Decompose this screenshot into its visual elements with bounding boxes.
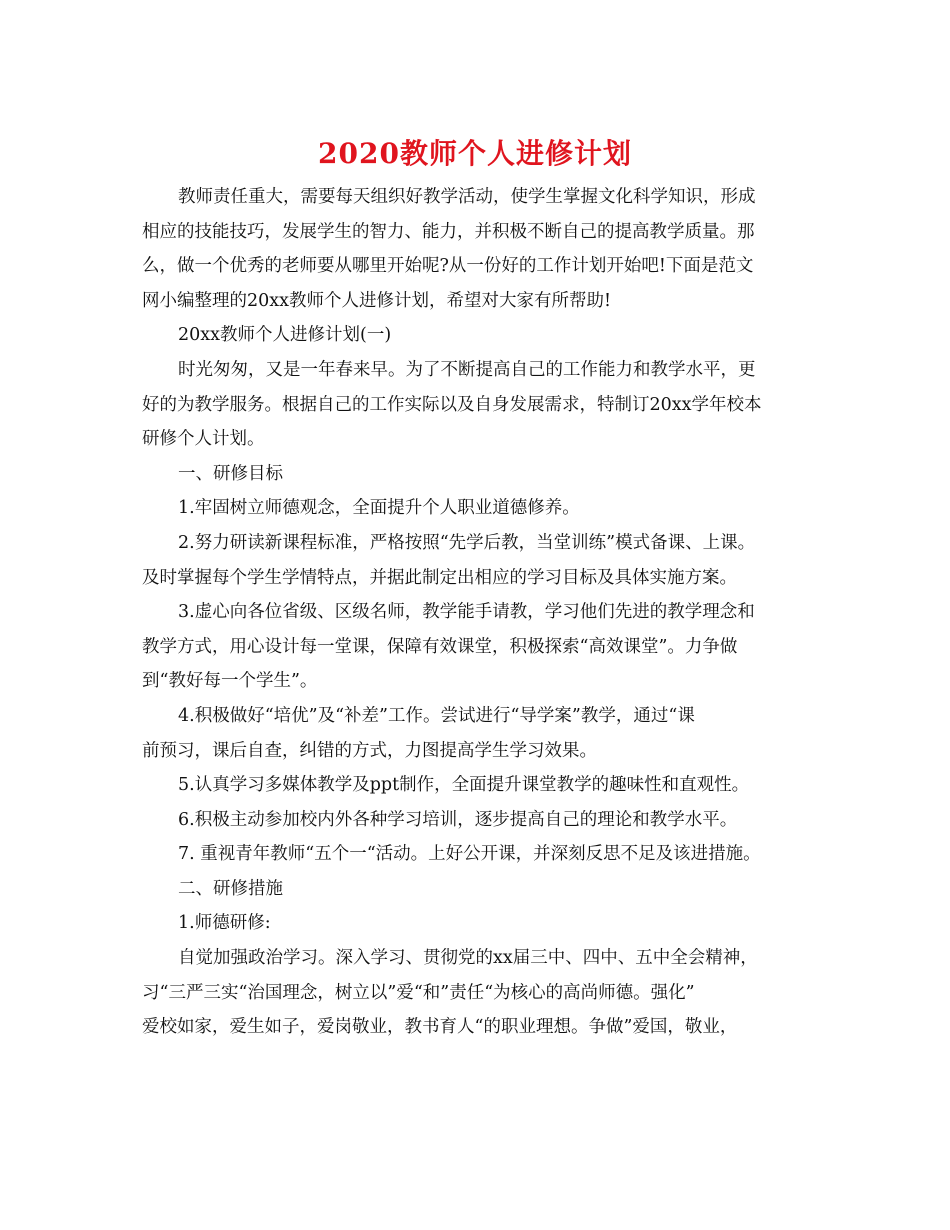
- document-title: 2020教师个人进修计划: [318, 137, 632, 170]
- document-body: [142, 180, 822, 1045]
- text-line: 好的为教学服务。根据自己的工作实际以及自身发展需求，特制订20xx学年校本: [142, 394, 762, 415]
- text-line: 3.虚心向各位省级、区级名师，教学能手请教，学习他们先进的教学理念和: [178, 602, 755, 623]
- text-line: 1.牢固树立师德观念，全面提升个人职业道德修养。: [178, 498, 580, 519]
- text-line: 网小编整理的20xx教师个人进修计划，希望对大家有所帮助!: [142, 290, 612, 311]
- text-line: 4.积极做好“培优”及“补差”工作。尝试进行“导学案”教学，通过“课: [178, 705, 695, 726]
- text-line: 2.努力研读新课程标准，严格按照“先学后教，当堂训练”模式备课、上课。: [178, 532, 756, 553]
- text-line: 一、研修目标: [178, 463, 283, 484]
- text-line: 相应的技能技巧，发展学生的智力、能力，并积极不断自己的提高教学质量。那: [142, 221, 755, 242]
- text-line: 教学方式，用心设计每一堂课，保障有效课堂，积极探索“高效课堂”。力争做: [142, 636, 738, 657]
- text-line: 二、研修措施: [178, 878, 283, 899]
- text-line: 自觉加强政治学习。深入学习、贯彻党的xx届三中、四中、五中全会精神，: [178, 948, 758, 969]
- text-line: 爱校如家，爱生如子，爱岗敬业，教书育人“的职业理想。争做”爱国，敬业，: [142, 1017, 738, 1038]
- text-line: 么，做一个优秀的老师要从哪里开始呢?从一份好的工作计划开始吧!下面是范文: [142, 256, 754, 277]
- text-line: 及时掌握每个学生学情特点，并据此制定出相应的学习目标及具体实施方案。: [142, 567, 737, 588]
- text-line: 1.师德研修:: [178, 913, 271, 934]
- text-line: 5.认真学习多媒体教学及ppt制作，全面提升课堂教学的趣味性和直观性。: [178, 775, 750, 796]
- text-line: 7. 重视青年教师“五个一“活动。上好公开课，并深刻反思不足及该进措施。: [178, 844, 761, 865]
- text-line: 研修个人计划。: [142, 429, 265, 450]
- text-line: 6.积极主动参加校内外各种学习培训，逐步提高自己的理论和教学水平。: [178, 809, 738, 830]
- text-line: 20xx教师个人进修计划(一): [178, 325, 392, 346]
- text-line: 前预习，课后自查，纠错的方式，力图提高学生学习效果。: [142, 740, 597, 761]
- text-line: 到“教好每一个学生”。: [142, 671, 318, 692]
- text-line: 习“三严三实“治国理念，树立以”爱“和”责任“为核心的高尚师德。强化”: [142, 982, 695, 1003]
- text-line: 时光匆匆，又是一年春来早。为了不断提高自己的工作能力和教学水平，更: [178, 359, 756, 380]
- text-line: 教师责任重大，需要每天组织好教学活动，使学生掌握文化科学知识，形成: [178, 187, 756, 207]
